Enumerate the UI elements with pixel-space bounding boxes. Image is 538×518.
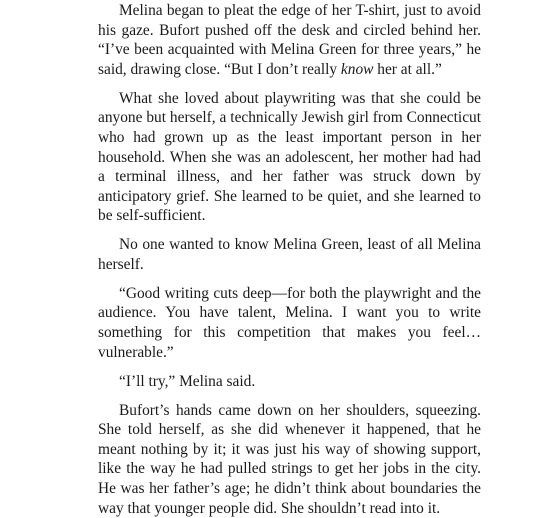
paragraph-6: Bufort’s hands came down on her shoulders, squeezing. She told herself, as she did whenever it happened, that he meant nothing by it; it was just his way of showing support, like the way he had pulled strings to get her jobs in the city. He was her father’s age; he didn’t think about boundaries the way that younger people did. She shouldn’t read into it. [98, 401, 481, 517]
paragraph-5: “I’ll try,” Melina said. [119, 372, 256, 390]
paragraph-3: No one wanted to know Melina Green, least of all Melina herself. [98, 236, 481, 273]
paragraph-1-text-start: Melina began to pleat the edge of her T-shirt, just to avoid his gaze. Bufort pushed off the desk and circled behind her. “I’ve been acquainted with Melina Green for three years,” he said, drawing close. “But I don’t really [98, 2, 481, 78]
paragraph-1 [98, 1, 481, 79]
paragraph-2: What she loved about playwriting was that she could be anyone but herself, a technically Jewish girl from Connecticut who had grown up as the least important person in her household. When she was an adolescent, her mother had had a terminal illness, and her father was struck down by anticipatory grief. She learned to be quiet, and she learned to be self-sufficient. [98, 89, 481, 225]
paragraph-1-emphasis: know [340, 60, 374, 78]
paragraph-4: “Good writing cuts deep—for both the playwright and the audience. You have talent, Melina. I want you to write something for this competition that makes you feel… vulnerable.” [98, 284, 481, 361]
paragraph-1-text-end: her at all.” [373, 60, 442, 78]
